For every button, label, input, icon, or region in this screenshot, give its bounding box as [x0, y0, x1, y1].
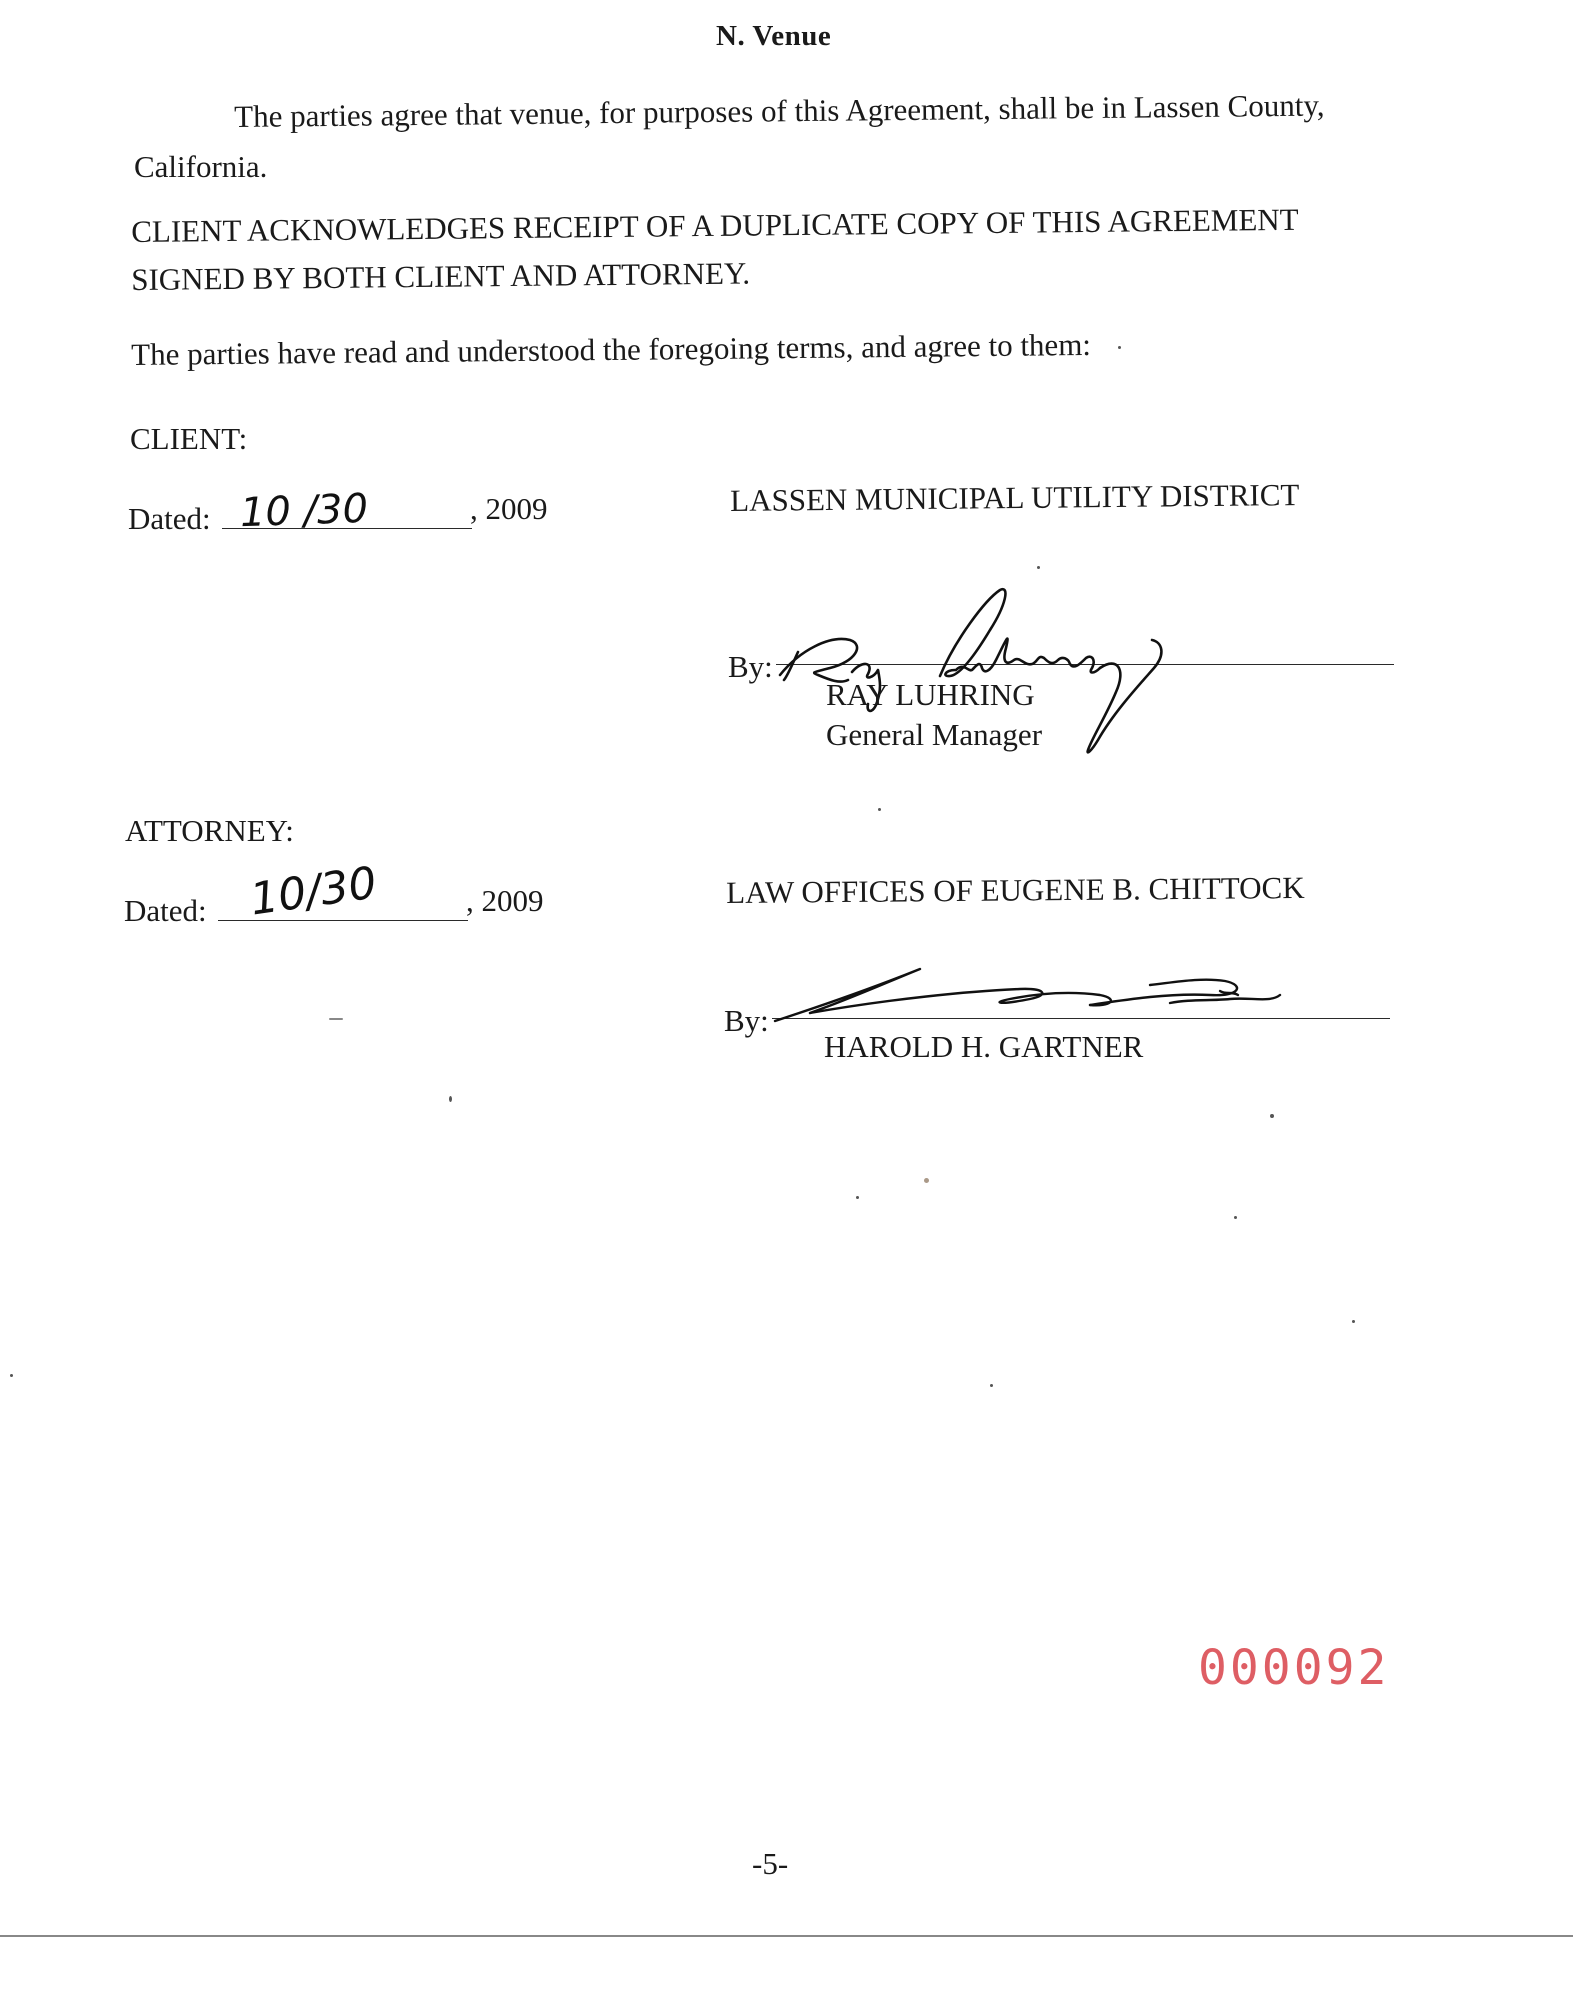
client-signer-title: General Manager	[826, 717, 1043, 752]
client-signer-name: RAY LUHRING	[826, 677, 1035, 712]
scan-speck	[10, 1374, 13, 1377]
attorney-date-year: , 2009	[466, 883, 544, 918]
attorney-organization: LAW OFFICES OF EUGENE B. CHITTOCK	[726, 869, 1305, 910]
scan-speck	[856, 1196, 859, 1199]
scan-speck	[924, 1178, 929, 1183]
attorney-by-label: By:	[724, 1003, 769, 1038]
attorney-label: ATTORNEY:	[125, 813, 294, 848]
client-organization: LASSEN MUNICIPAL UTILITY DISTRICT	[730, 477, 1300, 518]
scan-speck	[990, 1384, 993, 1387]
client-handwritten-date: 10 /30	[239, 485, 369, 537]
client-by-label: By:	[728, 649, 773, 684]
venue-paragraph-line-2: California.	[134, 149, 268, 184]
scan-speck	[878, 808, 881, 811]
attorney-handwritten-date: 10/30	[247, 857, 380, 926]
section-heading: N. Venue	[716, 20, 832, 52]
client-dated-label: Dated:	[128, 501, 211, 536]
attorney-signer-name: HAROLD H. GARTNER	[824, 1029, 1144, 1064]
scan-speck	[449, 1096, 452, 1102]
scan-speck	[1270, 1114, 1274, 1118]
attorney-signature-icon	[770, 955, 1310, 1035]
scan-edge-divider	[0, 1935, 1573, 1937]
venue-paragraph-line-1: The parties agree that venue, for purposes of this Agreement, shall be in Lassen County,	[234, 87, 1325, 134]
client-date-year: , 2009	[470, 491, 548, 526]
scan-speck	[329, 1018, 343, 1020]
acknowledgement-line-1: CLIENT ACKNOWLEDGES RECEIPT OF A DUPLICATE COPY OF THIS AGREEMENT	[131, 201, 1299, 249]
scan-speck	[1234, 1216, 1237, 1219]
client-label: CLIENT:	[130, 421, 248, 456]
attorney-dated-label: Dated:	[124, 893, 207, 928]
scan-speck	[1037, 566, 1040, 569]
scan-speck	[1352, 1320, 1355, 1323]
acknowledgement-line-2: SIGNED BY BOTH CLIENT AND ATTORNEY.	[131, 255, 751, 297]
agreement-statement: The parties have read and understood the foregoing terms, and agree to them:	[131, 326, 1092, 372]
page-number: -5-	[752, 1846, 789, 1881]
bates-stamp: 000092	[1198, 1640, 1390, 1696]
scan-speck	[1118, 346, 1121, 349]
